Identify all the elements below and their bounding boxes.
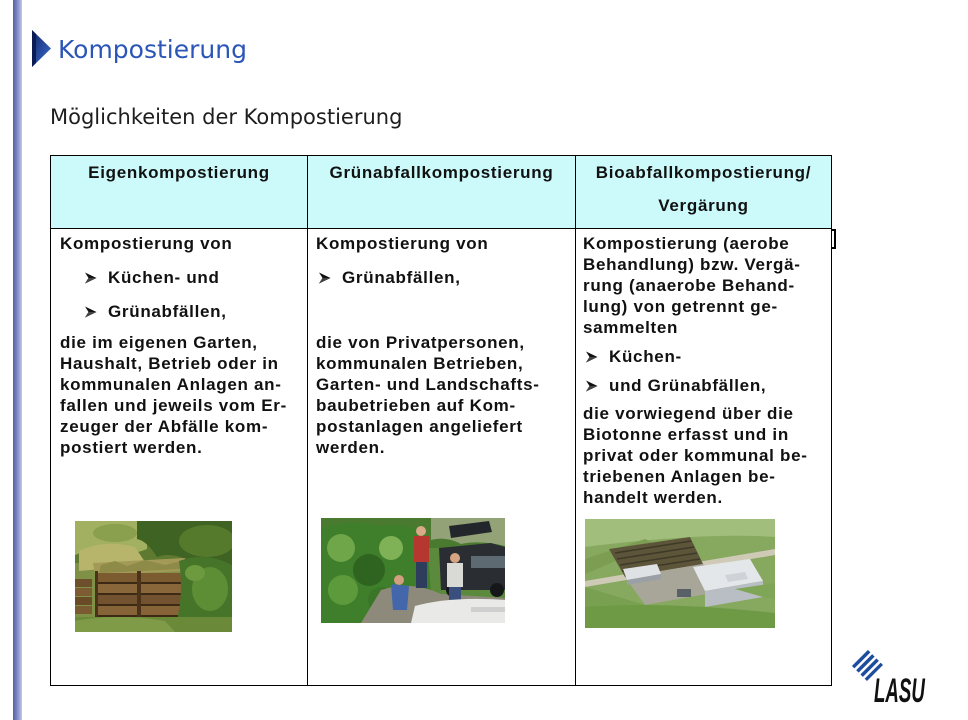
cell-body-text [60,332,307,458]
list-item-text: Grünabfällen, [108,302,227,321]
table-edge-mark [831,229,836,249]
list-item [60,301,307,322]
cell-body-line: fallen und jeweils vom Er- [60,396,287,415]
cell-body-line: postiert werden. [60,438,203,457]
cell-body-text [583,403,831,508]
cell-intro-line: sammelten [583,318,679,337]
cell-body-line: handelt werden. [583,488,723,507]
cell-body-line: triebenen Anlagen be- [583,467,776,486]
arrowhead-bullet-icon [84,272,97,284]
list-item [583,346,831,367]
page-title: Kompostierung [58,35,247,64]
table-header-bioabfallkompostierung [575,155,832,229]
photo-green-waste-delivery [321,518,505,623]
list-item [60,267,307,288]
cell-intro-line: Kompostierung von [316,234,489,253]
cell-body-line: Garten- und Landschafts- [316,375,540,394]
cell-intro-line: Behandlung) bzw. Vergä- [583,255,801,274]
list-item-text: Küchen- und [108,268,220,287]
cell-body-line: baubetrieben auf Kom- [316,396,516,415]
table-header-eigenkompostierung [50,155,308,229]
cell-intro-line: Kompostierung von [60,234,233,253]
arrowhead-bullet-icon [318,272,331,284]
list-item [316,267,575,288]
arrowhead-bullet-icon [585,380,598,392]
cell-body-line: privat oder kommunal be- [583,446,808,465]
header-line: Bioabfallkompostierung/ [595,163,812,182]
table-header-gruenabfallkompostierung [307,155,576,229]
photo-garden-compost-bins [75,521,232,632]
cell-intro-line: rung (anaerobe Behand- [583,276,795,295]
arrowhead-bullet-icon [84,306,97,318]
photo-composting-plant-aerial [585,519,775,628]
cell-body-line: Haushalt, Betrieb oder in [60,354,279,373]
cell-body-line: kommunalen Betrieben, [316,354,524,373]
cell-body-line: die von Privatpersonen, [316,333,525,352]
triangle-right-icon [31,29,52,68]
logo-text: LASU [874,672,925,710]
cell-body-line: die vorwiegend über die [583,404,794,423]
cell-intro-line: lung) von getrennt ge- [583,297,778,316]
header-line: Eigenkompostierung [88,163,270,182]
list-item [583,375,831,396]
cell-body-text [316,332,575,458]
arrowhead-bullet-icon [585,351,598,363]
header-line: Vergärung [658,196,749,215]
list-item-text: Grünabfällen, [342,268,461,287]
cell-intro-line: Kompostierung (aerobe [583,234,790,253]
header-line: Grünabfallkompostierung [329,163,554,182]
cell-body-line: kommunalen Anlagen an- [60,375,282,394]
side-accent-bar [13,0,22,720]
cell-body-line: die im eigenen Garten, [60,333,258,352]
cell-body-line: postanlagen angeliefert [316,417,523,436]
cell-body-line: zeuger der Abfälle kom- [60,417,269,436]
page-subtitle: Möglichkeiten der Kompostierung [50,105,403,129]
list-item-text: Küchen- [609,347,682,366]
cell-body-line: Biotonne erfasst und in [583,425,789,444]
list-item-text: und Grünabfällen, [609,376,767,395]
cell-body-line: werden. [316,438,386,457]
